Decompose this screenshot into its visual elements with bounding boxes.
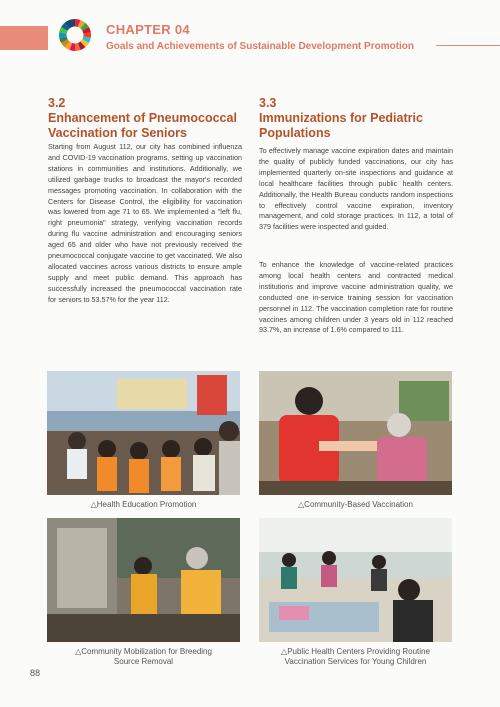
caption-breeding-line1: △Community Mobilization for Breeding	[75, 647, 212, 656]
caption-community-vaccination: △Community-Based Vaccination	[298, 500, 413, 509]
sdg-wheel-icon	[58, 18, 92, 52]
section-title-right-line1: Immunizations for Pediatric	[259, 111, 423, 125]
caption-health-education: △Health Education Promotion	[90, 500, 197, 509]
caption-breeding-line2: Source Removal	[113, 657, 174, 666]
page-number: 88	[30, 668, 41, 678]
caption-routine-line2: Vaccination Services for Young Children	[284, 657, 427, 666]
caption-breeding-source-removal	[47, 647, 240, 667]
header-rule	[436, 45, 500, 46]
photo-community-vaccination	[259, 371, 452, 495]
section-body-right-p2: To enhance the knowledge of vaccine-related practices among local health centers and contracted medical institutions and improve vaccine administration quality, we conducted one in-service training session for vaccination personnel in 112. The vaccination completion rate for routine vaccines among children under 3 years old in 112 reached 93.7%, an increase of 1.6% compared to 111.	[259, 260, 453, 335]
caption-routine-line1: △Public Health Centers Providing Routine	[281, 647, 430, 656]
photo-routine-vaccination-children	[259, 518, 452, 642]
section-title-left-line1: Enhancement of Pneumococcal	[48, 111, 237, 125]
section-title-left-line2: Vaccination for Seniors	[48, 126, 187, 140]
chapter-subtitle: Goals and Achievements of Sustainable Development Promotion	[106, 41, 415, 52]
section-title-right	[259, 111, 464, 141]
photo-health-education	[47, 371, 240, 495]
section-body-right-p1: To effectively manage vaccine expiration dates and maintain the quality of publicly funded vaccinations, our city has implemented quarterly on-site inspections and guidance at local healthcare facilities through public health centers. Additionally, the Health Bureau conducts random inspections to effectively control vaccine expiration, inventory management, and cold storage practices. In 112, a total of 379 facilities were inspected and guided.	[259, 146, 453, 232]
header-accent-bar	[0, 26, 48, 50]
section-number-left: 3.2	[48, 96, 66, 110]
section-number-right: 3.3	[259, 96, 277, 110]
section-title-right-line2: Populations	[259, 126, 331, 140]
section-body-left: Starting from August 112, our city has combined influenza and COVID-19 vaccination programs, setting up vaccination stations in communities and institutions. Additionally, we utilized garbage trucks to broadcast the mayor's recorded messages promoting vaccination. In collaboration with the Centers for Disease Control, the eligibility for vaccination was lowered from age 71 to 65. We implemented a "left flu, right pneumonia" strategy, verifying vaccination records during flu vaccine administration and encouraging seniors aged 65 and older who have not previously received the pneumococcal conjugate vaccine to get vaccinated. We also allocated vaccines across various districts to ensure ample supply and meet public demand. This approach has successfully increased the pneumococcal vaccination rate for seniors to 53.57% for the year 112.	[48, 142, 242, 304]
section-title-left	[48, 111, 253, 141]
caption-routine-vaccination	[259, 647, 452, 667]
chapter-label: CHAPTER 04	[106, 22, 190, 37]
photo-breeding-source-removal	[47, 518, 240, 642]
